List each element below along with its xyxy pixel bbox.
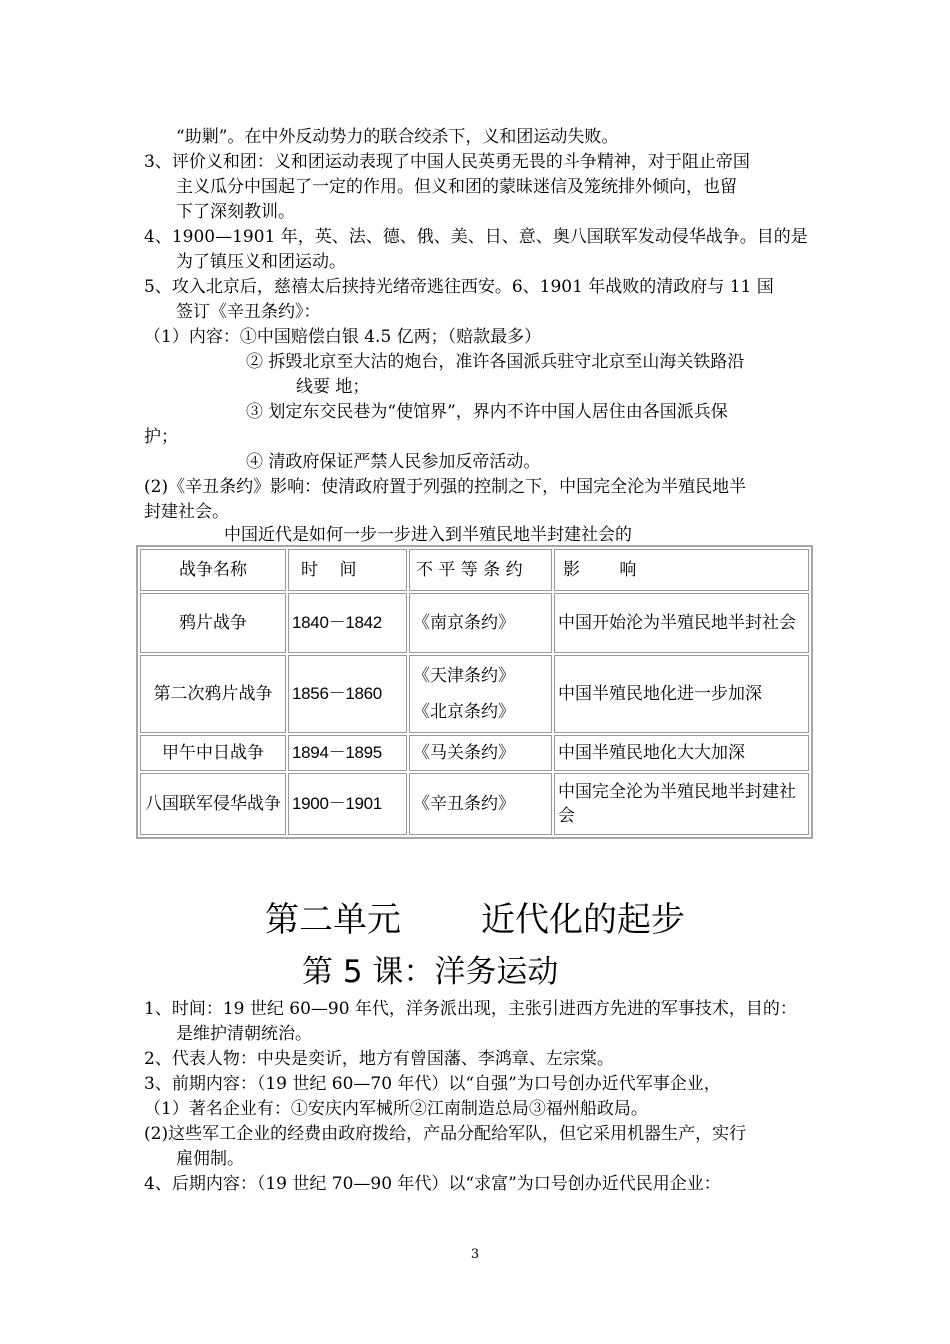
unit-title <box>0 895 950 945</box>
header-impact: 影 响 <box>554 549 809 591</box>
treaty: 《马关条约》 <box>409 735 552 771</box>
treaty: 《天津条约》 <box>413 666 515 686</box>
war-time: 1894－1895 <box>288 735 407 771</box>
treaty: 《南京条约》 <box>409 593 552 653</box>
text-line: ③ 划定东交民巷为“使馆界”，界内不许中国人居住由各国派兵保 <box>246 402 728 422</box>
text-line: （1）内容：①中国赔偿白银 4.5 亿两；（赔款最多） <box>144 327 542 347</box>
treaty: 《北京条约》 <box>413 702 515 722</box>
text-line: （1）著名企业有：①安庆内军械所②江南制造总局③福州船政局。 <box>144 1099 648 1119</box>
text-line: 是维护清朝统治。 <box>176 1024 312 1044</box>
treaty: 《辛丑条约》 <box>409 773 552 835</box>
impact: 中国开始沦为半殖民地半封社会 <box>554 593 809 653</box>
history-table <box>136 545 813 839</box>
header-treaty: 不 平 等 条 约 <box>409 549 552 591</box>
war-name: 八国联军侵华战争 <box>140 773 286 835</box>
war-time: 1900－1901 <box>288 773 407 835</box>
table-caption: 中国近代是如何一步一步进入到半殖民地半封建社会的 <box>224 525 632 545</box>
impact: 中国半殖民地化进一步加深 <box>554 655 809 733</box>
text-line: 封建社会。 <box>144 502 229 522</box>
unit-number: 第二单元 <box>265 900 401 940</box>
war-time: 1856－1860 <box>288 655 407 733</box>
text-line: (2)《辛丑条约》影响：使清政府置于列强的控制之下，中国完全沦为半殖民地半 <box>144 477 747 497</box>
text-line: 签订《辛丑条约》： <box>176 302 321 322</box>
text-line: 主义瓜分中国起了一定的作用。但义和团的蒙昧迷信及笼统排外倾向，也留 <box>176 177 737 197</box>
text-line: 护； <box>144 427 178 447</box>
text-line: “助剿”。在中外反动势力的联合绞杀下，义和团运动失败。 <box>176 127 619 147</box>
text-line: 5、攻入北京后，慈禧太后挟持光绪帝逃往西安。6、1901 年战败的清政府与 11 国 <box>144 277 774 297</box>
war-name: 第二次鸦片战争 <box>140 655 286 733</box>
header-time: 时 间 <box>288 549 407 591</box>
text-line: 雇佣制。 <box>176 1149 244 1169</box>
impact: 中国完全沦为半殖民地半封建社会 <box>554 773 809 835</box>
text-line: 2、代表人物：中央是奕䜣，地方有曾国藩、李鸿章、左宗棠。 <box>144 1049 614 1069</box>
text-line: 线要 地； <box>296 377 370 397</box>
header-war: 战争名称 <box>140 549 286 591</box>
text-line: (2)这些军工企业的经费由政府拨给，产品分配给军队，但它采用机器生产，实行 <box>144 1124 747 1144</box>
table-header-row <box>140 549 809 591</box>
text-line: 3、评价义和团：义和团运动表现了中国人民英勇无畏的斗争精神，对于阻止帝国 <box>144 152 750 172</box>
text-line: ④ 清政府保证严禁人民参加反帝活动。 <box>246 452 541 472</box>
treaty-cell <box>409 655 552 733</box>
text-line: ② 拆毁北京至大沽的炮台，准许各国派兵驻守北京至山海关铁路沿 <box>246 352 745 372</box>
impact: 中国半殖民地化大大加深 <box>554 735 809 771</box>
page-number: 3 <box>470 1247 480 1262</box>
war-name: 甲午中日战争 <box>140 735 286 771</box>
unit-name: 近代化的起步 <box>481 900 685 940</box>
text-line: 4、1900—1901 年，英、法、德、俄、美、日、意、奥八国联军发动侵华战争。目的是 <box>144 227 808 247</box>
table-row <box>140 655 809 733</box>
table-row <box>140 593 809 653</box>
text-line: 4、后期内容：（19 世纪 70—90 年代）以“求富”为口号创办近代民用企业： <box>144 1174 721 1194</box>
text-line: 3、前期内容：（19 世纪 60—70 年代）以“自强”为口号创办近代军事企业， <box>144 1074 721 1094</box>
text-line: 为了镇压义和团运动。 <box>176 252 346 272</box>
lesson-title: 第 5 课：洋务运动 <box>302 954 559 990</box>
text-line: 1、时间：19 世纪 60—90 年代，洋务派出现，主张引进西方先进的军事技术，目的： <box>144 999 797 1019</box>
text-line: 下了深刻教训。 <box>176 202 295 222</box>
war-name: 鸦片战争 <box>140 593 286 653</box>
table-row <box>140 773 809 835</box>
war-time: 1840－1842 <box>288 593 407 653</box>
table-row <box>140 735 809 771</box>
